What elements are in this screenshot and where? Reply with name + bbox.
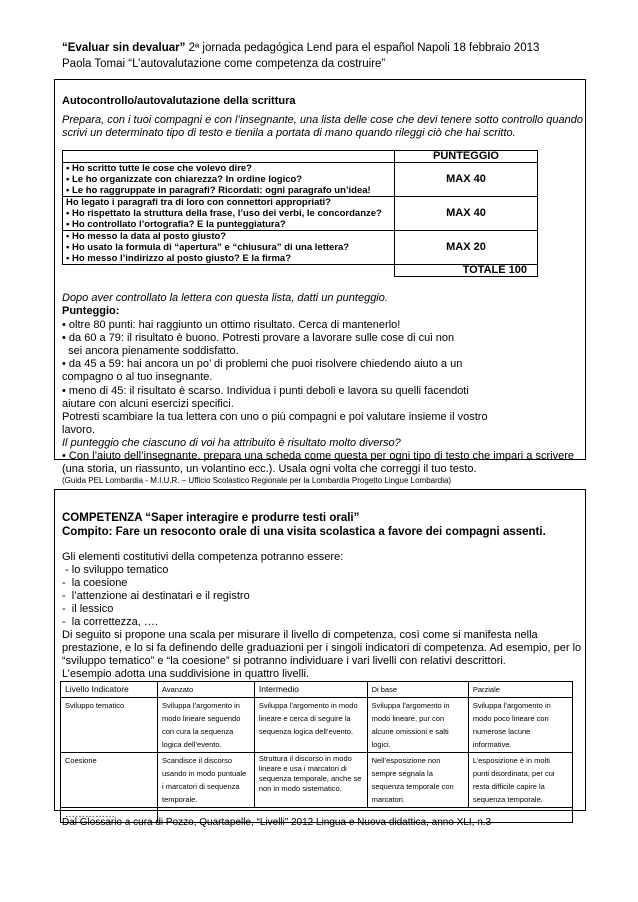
table-row: Coesione Scandisce il discorso usando in modo puntuale i marcatori di sequenza temporale. Struttura il discorso in modo lineare e usa i marcatori di sequenza temporale, anche se non in modo sistematico. Nell’esposizione non sempre segnala la sequenza temporale con marcatori. L’esposizione è in molti punti disordinata, per cui resta difficile capire la sequenza temporale.: [61, 753, 573, 808]
after-check-line: Dopo aver controllato la lettera con questa lista, datti un punteggio.: [62, 292, 388, 304]
header-line-2: Paola Tomai “L’autovalutazione come competenza da costruire”: [62, 58, 386, 70]
score-cell: MAX 40: [395, 197, 538, 231]
element-item: - la coesione: [62, 577, 128, 589]
section1-intro-line2: scrivi un determinato tipo di testo e tienila a portata di mano quando rileggi ciò che hai scritto.: [62, 127, 516, 139]
total-row: [63, 265, 538, 277]
section2-title: COMPETENZA “Saper interagire e produrre testi orali”: [62, 512, 360, 524]
score-cell: MAX 40: [395, 163, 538, 197]
element-item: - la correttezza, ….: [62, 616, 158, 628]
scale-line-1: Di seguito si propone una scala per misurare il livello di competenza, così come si manifesta nella: [62, 629, 538, 641]
element-item: - il lessico: [62, 603, 114, 615]
section2-footer: Dal Glossario a cura di Pozzo, Quartapelle, “Livelli” 2012 Lingua e Nuova didattica, anno XLI, n.3: [62, 817, 492, 828]
header-line-1: “Evaluar sin devaluar” 2ª jornada pedagógica Lend para el español Napoli 18 febbraio 2013: [62, 42, 540, 54]
scale-line-2: prestazione, e lo si fa definendo delle graduazioni per i singoli indicatori di competenza. Ad esempio, per lo: [62, 642, 582, 654]
section2-task: Compito: Fare un resoconto orale di una visita scolastica a favore dei compagni assenti.: [62, 526, 546, 538]
page-header: [62, 40, 539, 72]
competence-levels-table: [60, 681, 573, 823]
score-band-1: • oltre 80 punti: hai raggiunto un ottimo risultato. Cerca di mantenerlo!: [62, 319, 401, 331]
exchange-line-b: lavoro.: [62, 424, 96, 436]
element-item: - lo sviluppo tematico: [62, 564, 169, 576]
table-row: Sviluppo tematico Sviluppa l’argomento in modo lineare seguendo con cura la sequenza logica dell’evento. Sviluppa l’argomento in modo lineare e cerca di seguire la sequenza logica dell’evento. Sviluppa l’argomento in modo lineare, pur con alcune omissioni e salti logici. Sviluppa l’argomento in modo poco lineare con numerose lacune informative.: [61, 698, 573, 753]
table-row: • Ho scritto tutte le cose che volevo dire? • Le ho organizzate con chiarezza? In ordine logico? • Le ho raggruppate in paragrafi? Ricordati: ogni paragrafo un’idea! MAX 40: [63, 163, 538, 197]
section1-footer: (Guida PEL Lombardia - M.I.U.R. – Ufficio Scolastico Regionale per la Lombardia Progetto Lingue Lombardia): [62, 476, 452, 485]
punteggio-header: PUNTEGGIO: [395, 151, 538, 163]
punteggio-label: Punteggio:: [62, 305, 120, 317]
teacher-line-a: • Con l’aiuto dell’insegnante, prepara una scheda come questa per ogni tipo di testo che impari a scrivere: [62, 450, 574, 462]
score-cell: MAX 20: [395, 231, 538, 265]
scale-line-4: L’esempio adotta una suddivisione in quattro livelli.: [62, 668, 310, 680]
score-band-3a: • da 45 a 59: hai ancora un po’ di problemi che puoi risolvere chiedendo aiuto a un: [62, 358, 463, 370]
score-band-4a: • meno di 45: il risultato è scarso. Individua i punti deboli e lavora su quelli facendoti: [62, 385, 469, 397]
section1-intro-line1: Prepara, con i tuoi compagni e con l’insegnante, una lista delle cose che devi tenere sotto controllo quando: [62, 114, 584, 126]
section1-title: Autocontrollo/autovalutazione della scrittura: [62, 95, 296, 107]
total-cell: TOTALE 100: [395, 265, 538, 277]
score-band-3b: compagno o al tuo insegnante.: [62, 371, 213, 383]
element-item: - l’attenzione ai destinatari e il registro: [62, 590, 250, 602]
score-band-2a: • da 60 a 79: il risultato è buono. Potresti provare a lavorare sulle cose di cui non: [62, 332, 455, 344]
score-band-4b: aiutare con alcuni esercizi specifici.: [62, 398, 234, 410]
elements-intro: Gli elementi costitutivi della competenza potranno essere:: [62, 551, 344, 563]
table-header-row: [63, 151, 538, 163]
scale-line-3: “sviluppo tematico” e “la coesione” si potranno individuare i vari livelli con relativi descrittori.: [62, 655, 506, 667]
checklist-score-table: [62, 150, 538, 277]
table-row: Ho legato i paragrafi tra di loro con connettori appropriati? • Ho rispettato la struttura della frase, l’uso dei verbi, le concordanze? • Ho controllato l’ortografia? E la punteggiatura? MAX 40: [63, 197, 538, 231]
score-band-2b: sei ancora pienamente soddisfatto.: [62, 345, 239, 357]
question-line: Il punteggio che ciascuno di voi ha attribuito è risultato molto diverso?: [62, 437, 401, 449]
table-row: • Ho messo la data al posto giusto? • Ho usato la formula di “apertura” e “chiusura” di una lettera? • Ho messo l’indirizzo al posto giusto? E la firma? MAX 20: [63, 231, 538, 265]
exchange-line-a: Potresti scambiare la tua lettera con uno o più compagni e poi valutare insieme il vostro: [62, 411, 488, 423]
dots-cell: ……………: [61, 808, 158, 823]
table-header-row: Livello Indicatore Avanzato Intermedio Di base Parziale: [61, 682, 573, 698]
teacher-line-b: (una storia, un riassunto, un volantino ecc.). Usala ogni volta che correggi il tuo testo.: [62, 463, 477, 475]
